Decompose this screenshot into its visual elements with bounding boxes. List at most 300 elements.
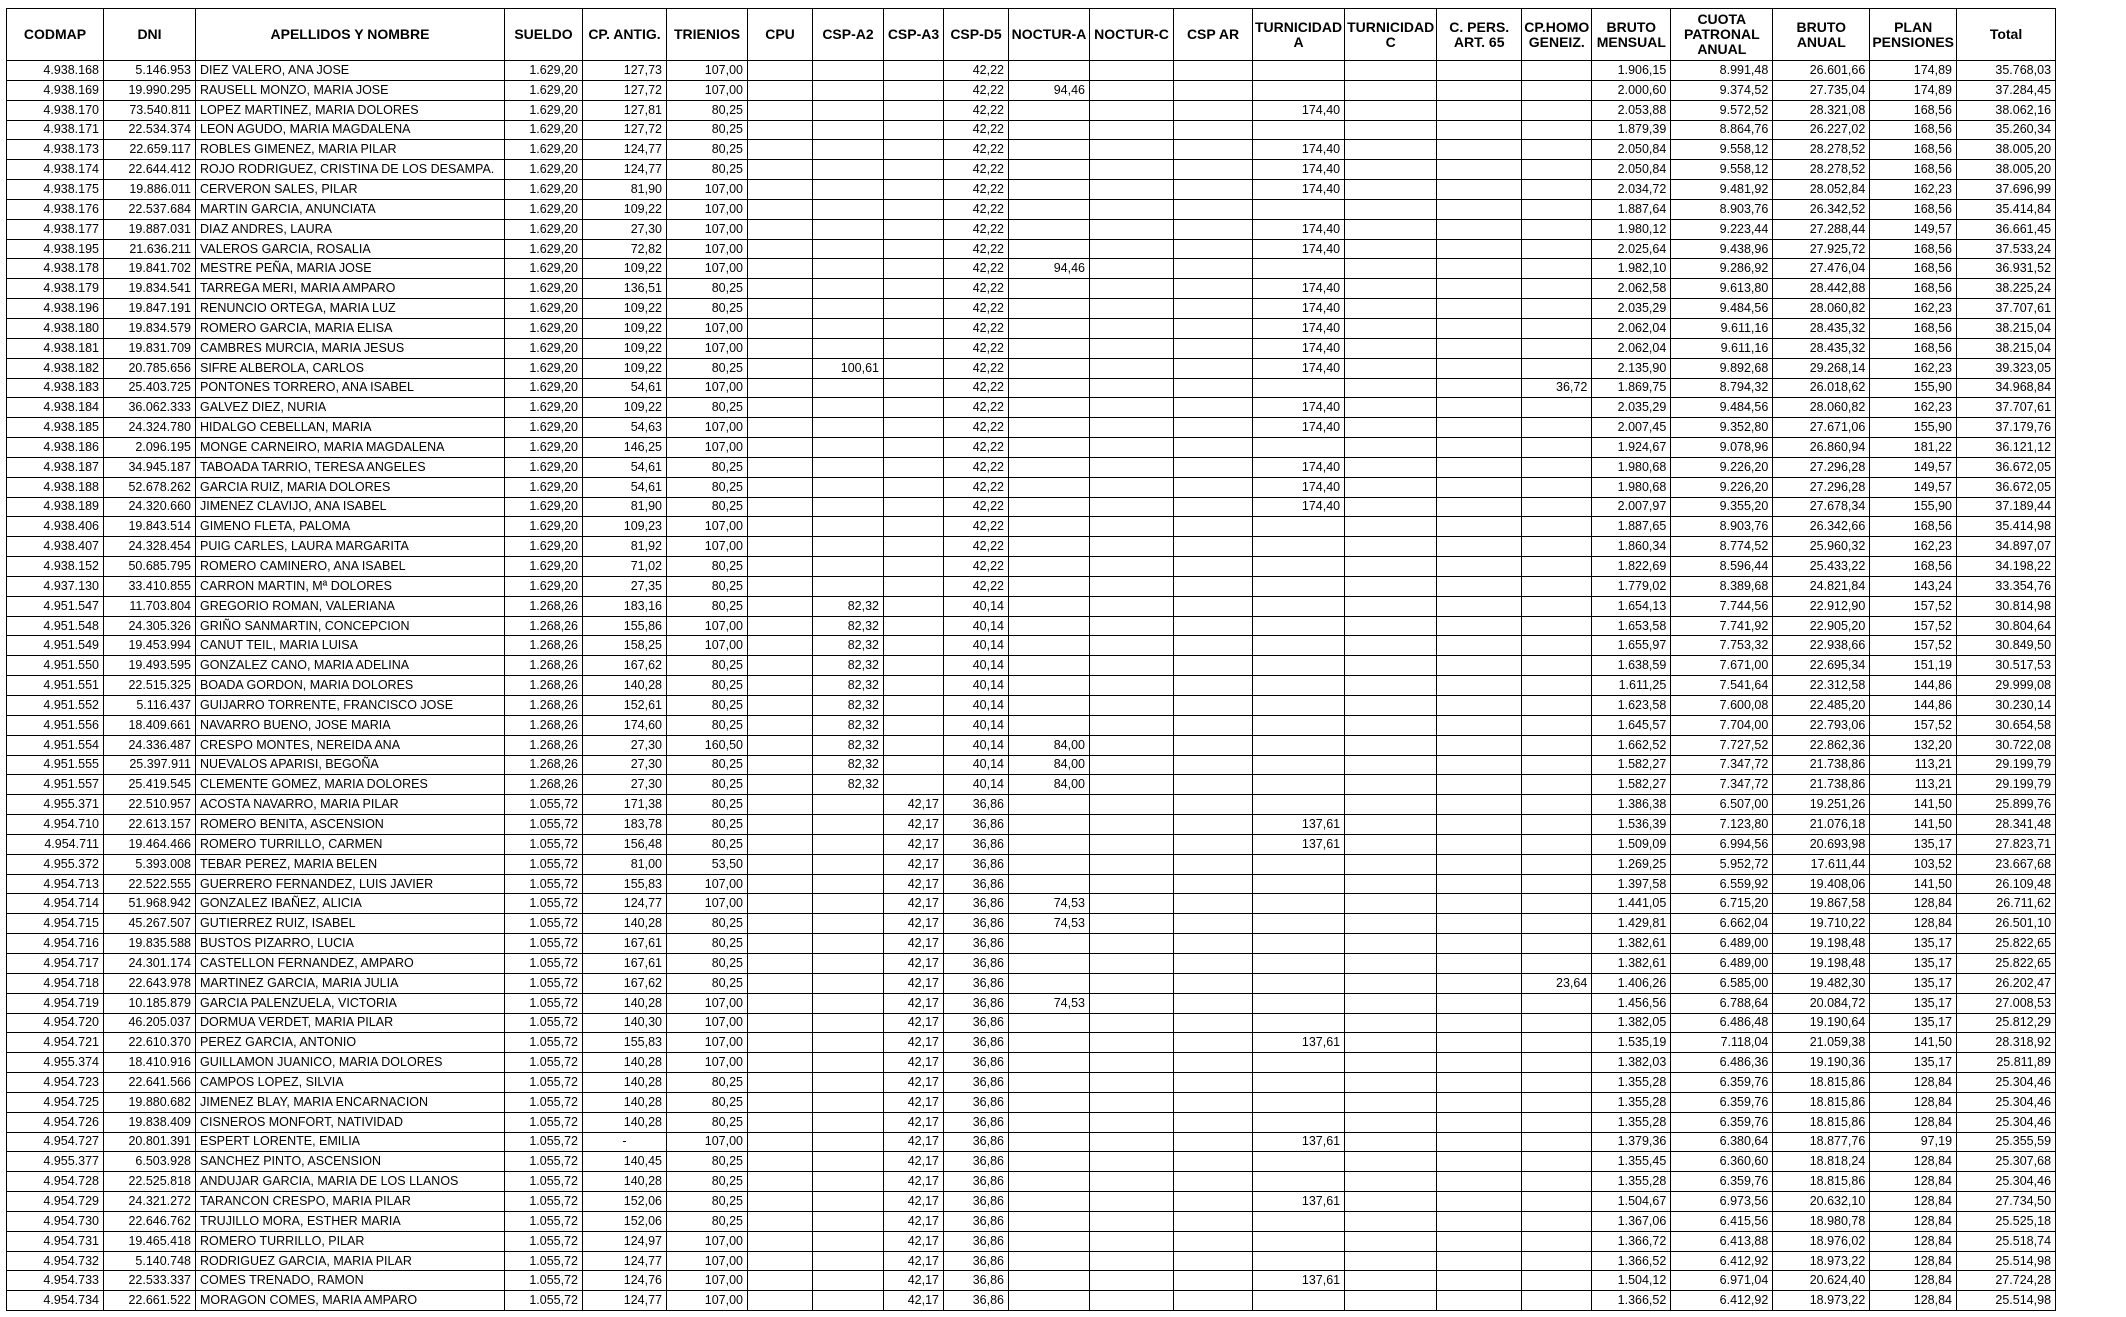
table-cell [748, 1073, 813, 1093]
table-cell [884, 418, 944, 438]
table-cell: 81,00 [583, 854, 667, 874]
table-cell: 107,00 [667, 61, 748, 81]
table-cell: 4.954.727 [7, 1132, 104, 1152]
table-cell: 1.367,06 [1592, 1211, 1671, 1231]
table-cell: 124,77 [583, 1291, 667, 1311]
table-cell: 1.382,61 [1592, 953, 1671, 973]
table-cell [1437, 1172, 1522, 1192]
table-cell [1090, 596, 1174, 616]
table-cell [1345, 1152, 1437, 1172]
table-cell: GUTIERREZ RUIZ, ISABEL [196, 914, 505, 934]
table-cell [1174, 1013, 1253, 1033]
table-cell: 4.938.177 [7, 219, 104, 239]
table-cell: 36,86 [944, 1132, 1009, 1152]
table-cell [1345, 854, 1437, 874]
column-header: C. PERS. ART. 65 [1437, 9, 1522, 61]
table-cell: 40,14 [944, 755, 1009, 775]
table-cell [1009, 1192, 1090, 1212]
table-cell [1522, 438, 1592, 458]
table-cell: 1.397,58 [1592, 874, 1671, 894]
table-row [7, 1073, 2056, 1093]
table-cell: 25.518,74 [1957, 1231, 2056, 1251]
table-row [7, 874, 2056, 894]
table-cell: 2.062,04 [1592, 318, 1671, 338]
table-cell: 168,56 [1870, 199, 1957, 219]
table-cell [1090, 438, 1174, 458]
table-cell [1253, 1251, 1345, 1271]
table-cell [1090, 358, 1174, 378]
table-cell: 80,25 [667, 676, 748, 696]
table-cell: 4.938.189 [7, 497, 104, 517]
table-cell: 25.403.725 [104, 378, 196, 398]
table-cell: 42,22 [944, 299, 1009, 319]
table-cell [748, 1231, 813, 1251]
table-cell: NUEVALOS APARISI, BEGOÑA [196, 755, 505, 775]
table-cell: 25.355,59 [1957, 1132, 2056, 1152]
table-cell: 4.954.734 [7, 1291, 104, 1311]
table-cell: 6.359,76 [1671, 1073, 1773, 1093]
table-cell [1090, 338, 1174, 358]
table-cell: 7.347,72 [1671, 755, 1773, 775]
table-cell: 35.414,98 [1957, 517, 2056, 537]
table-cell [1174, 1053, 1253, 1073]
table-cell: 1.629,20 [505, 299, 583, 319]
table-cell: 168,56 [1870, 120, 1957, 140]
table-cell: 42,17 [884, 1251, 944, 1271]
table-cell: 1.629,20 [505, 219, 583, 239]
table-cell: 27,30 [583, 219, 667, 239]
table-cell: 18.410.916 [104, 1053, 196, 1073]
table-cell [1437, 953, 1522, 973]
table-cell [1009, 457, 1090, 477]
table-cell [748, 477, 813, 497]
table-cell [813, 497, 884, 517]
table-cell: 25.899,76 [1957, 795, 2056, 815]
table-cell: 144,86 [1870, 696, 1957, 716]
table-row [7, 715, 2056, 735]
table-cell: 80,25 [667, 1211, 748, 1231]
table-cell: 1.055,72 [505, 1092, 583, 1112]
table-cell [1522, 180, 1592, 200]
table-cell: 5.146.953 [104, 61, 196, 81]
table-cell [884, 735, 944, 755]
table-cell [1174, 676, 1253, 696]
table-cell: 9.481,92 [1671, 180, 1773, 200]
table-cell: 155,90 [1870, 378, 1957, 398]
table-cell: 1.355,28 [1592, 1073, 1671, 1093]
table-cell [748, 358, 813, 378]
table-cell: 1.924,67 [1592, 438, 1671, 458]
table-cell: 4.938.176 [7, 199, 104, 219]
table-cell [1437, 457, 1522, 477]
table-cell: 6.486,48 [1671, 1013, 1773, 1033]
table-cell [1090, 656, 1174, 676]
table-cell: 4.938.175 [7, 180, 104, 200]
table-cell: GONZALEZ IBAÑEZ, ALICIA [196, 894, 505, 914]
table-cell: 103,52 [1870, 854, 1957, 874]
table-cell: 1.582,27 [1592, 755, 1671, 775]
table-row [7, 834, 2056, 854]
table-cell: 19.190,64 [1773, 1013, 1870, 1033]
table-cell: 9.355,20 [1671, 497, 1773, 517]
table-cell [1437, 477, 1522, 497]
table-cell: 4.954.729 [7, 1192, 104, 1212]
table-cell [1253, 537, 1345, 557]
table-cell: 141,50 [1870, 815, 1957, 835]
table-cell: 151,19 [1870, 656, 1957, 676]
table-row [7, 1172, 2056, 1192]
table-cell: 4.938.171 [7, 120, 104, 140]
table-cell: 1.629,20 [505, 100, 583, 120]
table-cell [1345, 1073, 1437, 1093]
table-cell: 137,61 [1253, 1132, 1345, 1152]
table-cell: 156,48 [583, 834, 667, 854]
table-cell: 22.641.566 [104, 1073, 196, 1093]
table-cell: 162,23 [1870, 398, 1957, 418]
table-cell [1009, 279, 1090, 299]
table-cell [884, 636, 944, 656]
table-cell: 1.055,72 [505, 1231, 583, 1251]
table-cell: 1.055,72 [505, 1033, 583, 1053]
table-cell [1174, 715, 1253, 735]
table-cell: 80,25 [667, 398, 748, 418]
table-cell [1522, 1271, 1592, 1291]
table-cell: 25.960,32 [1773, 537, 1870, 557]
table-cell: CARRON MARTIN, Mª DOLORES [196, 576, 505, 596]
table-cell: 80,25 [667, 973, 748, 993]
table-cell: 6.413,88 [1671, 1231, 1773, 1251]
table-cell [748, 199, 813, 219]
table-cell: 1.441,05 [1592, 894, 1671, 914]
table-cell [1253, 934, 1345, 954]
table-cell [1174, 279, 1253, 299]
table-cell: 36,86 [944, 894, 1009, 914]
table-cell: 73.540.811 [104, 100, 196, 120]
table-row [7, 755, 2056, 775]
table-cell: 22.646.762 [104, 1211, 196, 1231]
table-cell: 28.435,32 [1773, 338, 1870, 358]
table-cell: 97,19 [1870, 1132, 1957, 1152]
table-cell [1174, 934, 1253, 954]
table-cell [884, 219, 944, 239]
table-cell: 25.514,98 [1957, 1251, 2056, 1271]
table-cell: 82,32 [813, 715, 884, 735]
table-row [7, 318, 2056, 338]
table-cell: 18.818,24 [1773, 1152, 1870, 1172]
table-cell: 10.185.879 [104, 993, 196, 1013]
table-cell: 137,61 [1253, 1192, 1345, 1212]
table-cell: ROMERO GARCIA, MARIA ELISA [196, 318, 505, 338]
table-cell: 36,86 [944, 1251, 1009, 1271]
table-cell: 2.053,88 [1592, 100, 1671, 120]
table-cell: 25.307,68 [1957, 1152, 2056, 1172]
table-cell [1253, 795, 1345, 815]
table-cell: 7.541,64 [1671, 676, 1773, 696]
table-row [7, 1013, 2056, 1033]
table-cell: 42,17 [884, 993, 944, 1013]
table-cell: 80,25 [667, 1192, 748, 1212]
table-cell [1090, 1132, 1174, 1152]
table-cell: 80,25 [667, 953, 748, 973]
table-cell: 4.954.725 [7, 1092, 104, 1112]
table-cell [813, 517, 884, 537]
table-cell: 36,86 [944, 1112, 1009, 1132]
table-cell [1345, 676, 1437, 696]
table-row [7, 934, 2056, 954]
table-cell [884, 279, 944, 299]
table-header [7, 9, 2056, 61]
table-cell [1090, 1172, 1174, 1192]
table-cell [1345, 993, 1437, 1013]
table-cell: 1.055,72 [505, 1013, 583, 1033]
table-cell: 6.715,20 [1671, 894, 1773, 914]
table-cell [1345, 477, 1437, 497]
table-cell [1522, 1073, 1592, 1093]
table-cell: 25.525,18 [1957, 1211, 2056, 1231]
table-cell [1522, 953, 1592, 973]
table-cell [1253, 1152, 1345, 1172]
table-cell [1174, 338, 1253, 358]
table-cell [1090, 854, 1174, 874]
table-cell: 27,35 [583, 576, 667, 596]
table-cell: DIAZ ANDRES, LAURA [196, 219, 505, 239]
table-cell [1522, 636, 1592, 656]
table-cell: 94,46 [1009, 80, 1090, 100]
table-cell [748, 120, 813, 140]
column-header: DNI [104, 9, 196, 61]
table-cell [1437, 1092, 1522, 1112]
table-cell: 107,00 [667, 259, 748, 279]
table-cell: 113,21 [1870, 775, 1957, 795]
table-cell: 51.968.942 [104, 894, 196, 914]
column-header: BRUTO MENSUAL [1592, 9, 1671, 61]
table-cell: 42,22 [944, 199, 1009, 219]
table-cell [1522, 715, 1592, 735]
table-cell: 24.336.487 [104, 735, 196, 755]
table-cell [1437, 1192, 1522, 1212]
table-cell: 42,22 [944, 160, 1009, 180]
table-cell: 1.980,12 [1592, 219, 1671, 239]
table-cell [1437, 140, 1522, 160]
table-cell: 1.629,20 [505, 517, 583, 537]
table-cell [1522, 299, 1592, 319]
table-cell [748, 457, 813, 477]
table-cell: 36,86 [944, 1192, 1009, 1212]
table-cell: 1.629,20 [505, 318, 583, 338]
table-cell [748, 1251, 813, 1271]
table-cell: 1.887,64 [1592, 199, 1671, 219]
table-cell [1345, 497, 1437, 517]
table-cell [748, 815, 813, 835]
table-cell: 45.267.507 [104, 914, 196, 934]
table-cell: 7.123,80 [1671, 815, 1773, 835]
table-cell: DORMUA VERDET, MARIA PILAR [196, 1013, 505, 1033]
table-cell: CRESPO MONTES, NEREIDA ANA [196, 735, 505, 755]
table-cell: 37.179,76 [1957, 418, 2056, 438]
table-cell: CAMPOS LOPEZ, SILVIA [196, 1073, 505, 1093]
table-cell [813, 477, 884, 497]
table-cell: 1.456,56 [1592, 993, 1671, 1013]
table-row [7, 815, 2056, 835]
table-cell: 25.304,46 [1957, 1092, 2056, 1112]
table-cell: 19.990.295 [104, 80, 196, 100]
table-cell: 174,40 [1253, 140, 1345, 160]
table-cell: 21.738,86 [1773, 775, 1870, 795]
table-cell: GUILLAMON JUANICO, MARIA DOLORES [196, 1053, 505, 1073]
table-cell: 42,17 [884, 874, 944, 894]
table-cell: 4.954.717 [7, 953, 104, 973]
table-cell: CISNEROS MONFORT, NATIVIDAD [196, 1112, 505, 1132]
table-cell: 1.906,15 [1592, 61, 1671, 81]
table-cell: 22.695,34 [1773, 656, 1870, 676]
table-cell: 1.382,61 [1592, 934, 1671, 954]
table-cell: GREGORIO ROMAN, VALERIANA [196, 596, 505, 616]
table-cell [1253, 1013, 1345, 1033]
table-cell [1522, 993, 1592, 1013]
table-cell: 29.268,14 [1773, 358, 1870, 378]
table-cell: 1.879,39 [1592, 120, 1671, 140]
table-cell [1437, 755, 1522, 775]
table-cell: 80,25 [667, 656, 748, 676]
table-cell [1437, 775, 1522, 795]
table-cell [1090, 795, 1174, 815]
column-header: NOCTUR-A [1009, 9, 1090, 61]
table-cell: 25.419.545 [104, 775, 196, 795]
table-cell [884, 755, 944, 775]
table-cell [1345, 834, 1437, 854]
table-cell: 2.062,04 [1592, 338, 1671, 358]
table-cell [1174, 497, 1253, 517]
table-cell: 9.223,44 [1671, 219, 1773, 239]
table-cell: 80,25 [667, 795, 748, 815]
table-cell [1009, 1211, 1090, 1231]
table-cell: 36,86 [944, 1211, 1009, 1231]
table-cell: 1.645,57 [1592, 715, 1671, 735]
table-cell: 4.951.547 [7, 596, 104, 616]
table-cell: 174,40 [1253, 100, 1345, 120]
table-cell: 4.954.730 [7, 1211, 104, 1231]
table-cell [1090, 418, 1174, 438]
table-cell: 42,22 [944, 239, 1009, 259]
table-cell: 4.938.407 [7, 537, 104, 557]
table-cell: 1.268,26 [505, 735, 583, 755]
table-cell: 18.973,22 [1773, 1291, 1870, 1311]
table-cell: 127,72 [583, 120, 667, 140]
table-cell: 42,22 [944, 398, 1009, 418]
table-cell [1174, 299, 1253, 319]
table-cell: 19.831.709 [104, 338, 196, 358]
table-cell: 94,46 [1009, 259, 1090, 279]
table-cell: 157,52 [1870, 596, 1957, 616]
table-cell [813, 1092, 884, 1112]
table-cell: 40,14 [944, 616, 1009, 636]
table-row [7, 180, 2056, 200]
table-cell [1009, 576, 1090, 596]
table-cell: ROMERO TURRILLO, PILAR [196, 1231, 505, 1251]
table-cell [1174, 854, 1253, 874]
table-cell [1090, 378, 1174, 398]
table-cell [748, 279, 813, 299]
table-cell: 9.558,12 [1671, 140, 1773, 160]
table-cell: 1.654,13 [1592, 596, 1671, 616]
table-cell: 152,06 [583, 1211, 667, 1231]
table-row [7, 914, 2056, 934]
table-cell: 107,00 [667, 338, 748, 358]
table-cell: 140,28 [583, 1092, 667, 1112]
table-cell [884, 120, 944, 140]
table-cell [1009, 418, 1090, 438]
table-cell: 74,53 [1009, 914, 1090, 934]
table-cell [1522, 338, 1592, 358]
table-cell: MARTINEZ GARCIA, MARIA JULIA [196, 973, 505, 993]
column-header: CODMAP [7, 9, 104, 61]
table-cell: 168,56 [1870, 259, 1957, 279]
table-cell: 27.296,28 [1773, 477, 1870, 497]
table-cell: GARCIA RUIZ, MARIA DOLORES [196, 477, 505, 497]
table-cell: 140,28 [583, 914, 667, 934]
table-cell [1090, 953, 1174, 973]
table-cell [748, 735, 813, 755]
table-cell [813, 338, 884, 358]
column-header: PLAN PENSIONES [1870, 9, 1957, 61]
table-cell: 28.435,32 [1773, 318, 1870, 338]
table-cell: 109,22 [583, 259, 667, 279]
table-cell: 1.982,10 [1592, 259, 1671, 279]
table-cell: 17.611,44 [1773, 854, 1870, 874]
table-cell: 42,22 [944, 576, 1009, 596]
table-row [7, 576, 2056, 596]
table-cell: 22.610.370 [104, 1033, 196, 1053]
table-cell [748, 378, 813, 398]
table-cell: LEON AGUDO, MARIA MAGDALENA [196, 120, 505, 140]
table-cell [1345, 199, 1437, 219]
table-cell: 107,00 [667, 616, 748, 636]
table-cell: 4.938.182 [7, 358, 104, 378]
table-cell [1174, 596, 1253, 616]
table-cell: 1.268,26 [505, 616, 583, 636]
table-cell: 1.055,72 [505, 1132, 583, 1152]
table-cell: 24.321.272 [104, 1192, 196, 1212]
table-cell: CANUT TEIL, MARIA LUISA [196, 636, 505, 656]
table-cell: 18.976,02 [1773, 1231, 1870, 1251]
table-cell: 1.268,26 [505, 696, 583, 716]
table-cell [1437, 61, 1522, 81]
table-cell [1009, 557, 1090, 577]
table-cell [1522, 100, 1592, 120]
table-cell [884, 537, 944, 557]
table-cell [1253, 1211, 1345, 1231]
table-cell [1437, 318, 1522, 338]
table-cell: 27.823,71 [1957, 834, 2056, 854]
table-cell: 40,14 [944, 715, 1009, 735]
table-cell: 84,00 [1009, 775, 1090, 795]
table-cell [1009, 1073, 1090, 1093]
table-cell [1174, 477, 1253, 497]
table-cell: 1.629,20 [505, 537, 583, 557]
table-cell [1090, 457, 1174, 477]
table-cell: 1.629,20 [505, 140, 583, 160]
table-cell: 42,22 [944, 180, 1009, 200]
table-cell: 9.613,80 [1671, 279, 1773, 299]
table-cell: 30.517,53 [1957, 656, 2056, 676]
table-cell [1090, 80, 1174, 100]
table-row [7, 993, 2056, 1013]
table-cell: DIEZ VALERO, ANA JOSE [196, 61, 505, 81]
table-cell: 25.812,29 [1957, 1013, 2056, 1033]
table-cell: 22.643.978 [104, 973, 196, 993]
table-cell: 22.522.555 [104, 874, 196, 894]
table-cell: RENUNCIO ORTEGA, MARIA LUZ [196, 299, 505, 319]
